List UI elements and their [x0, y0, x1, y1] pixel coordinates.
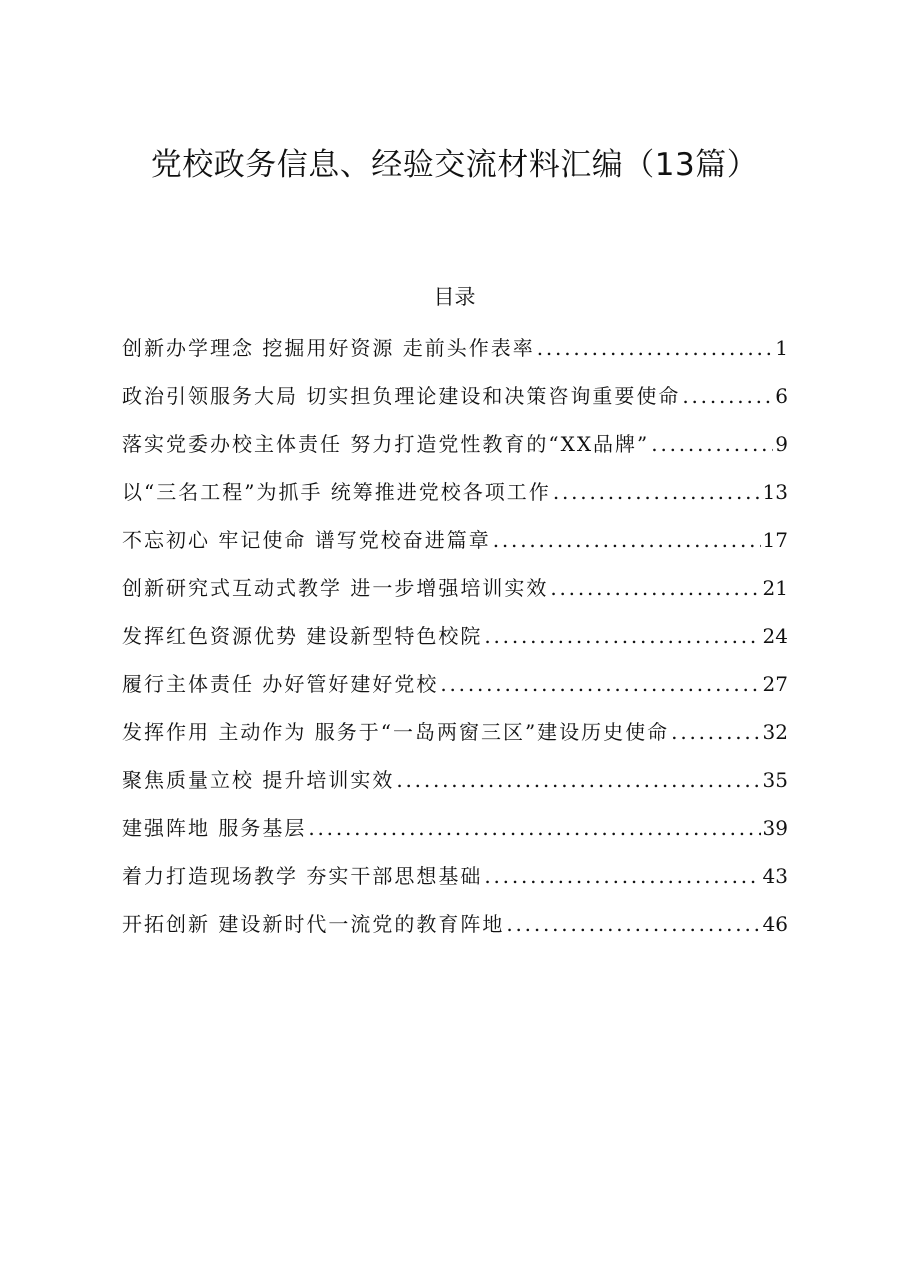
toc-dot-leader [548, 570, 760, 606]
table-of-contents [122, 330, 788, 954]
toc-dot-leader [491, 522, 761, 558]
toc-page-number: 17 [762, 528, 788, 552]
toc-entry-title: 建强阵地 服务基层 [122, 816, 307, 840]
toc-entry[interactable] [122, 858, 788, 906]
toc-entry[interactable] [122, 522, 788, 570]
toc-page-number: 1 [775, 336, 788, 360]
toc-page-number: 35 [762, 768, 788, 792]
toc-dot-leader [551, 474, 761, 510]
toc-entry[interactable] [122, 378, 788, 426]
toc-entry-title: 发挥作用 主动作为 服务于“一岛两窗三区”建设历史使命 [122, 720, 670, 744]
toc-page-number: 39 [762, 816, 788, 840]
toc-page-number: 46 [762, 912, 788, 936]
toc-heading: 目录 [433, 285, 476, 309]
toc-page-number: 43 [762, 864, 788, 888]
toc-entry[interactable] [122, 330, 788, 378]
toc-dot-leader [306, 810, 760, 846]
toc-dot-leader [482, 858, 760, 894]
toc-page-number: 24 [762, 624, 788, 648]
toc-entry-title: 落实党委办校主体责任 努力打造党性教育的“XX品牌” [122, 432, 650, 456]
toc-entry[interactable] [122, 762, 788, 810]
document-title: 党校政务信息、经验交流材料汇编（13篇） [150, 147, 759, 183]
toc-entry-title: 创新研究式互动式教学 进一步增强培训实效 [122, 576, 549, 600]
toc-page-number: 13 [762, 480, 788, 504]
toc-entry[interactable] [122, 810, 788, 858]
toc-page-number: 27 [762, 672, 788, 696]
toc-dot-leader [535, 330, 774, 366]
toc-dot-leader [669, 714, 760, 750]
toc-entry-title: 政治引领服务大局 切实担负理论建设和决策咨询重要使命 [122, 384, 681, 408]
toc-entry-title: 创新办学理念 挖掘用好资源 走前头作表率 [122, 336, 535, 360]
toc-dot-leader [482, 618, 760, 654]
toc-dot-leader [394, 762, 760, 798]
toc-page-number: 6 [775, 384, 788, 408]
toc-entry[interactable] [122, 570, 788, 618]
toc-entry-title: 以“三名工程”为抓手 统筹推进党校各项工作 [122, 480, 551, 504]
toc-entry-title: 不忘初心 牢记使命 谱写党校奋进篇章 [122, 528, 491, 552]
toc-entry[interactable] [122, 714, 788, 762]
toc-entry[interactable] [122, 618, 788, 666]
toc-entry[interactable] [122, 666, 788, 714]
toc-entry-title: 聚焦质量立校 提升培训实效 [122, 768, 395, 792]
toc-page-number: 9 [775, 432, 788, 456]
toc-entry[interactable] [122, 474, 788, 522]
toc-dot-leader [680, 378, 773, 414]
toc-dot-leader [649, 426, 773, 462]
toc-entry-title: 着力打造现场教学 夯实干部思想基础 [122, 864, 483, 888]
toc-dot-leader [438, 666, 760, 702]
toc-entry[interactable] [122, 906, 788, 954]
toc-dot-leader [504, 906, 760, 942]
toc-page-number: 21 [762, 576, 788, 600]
toc-entry-title: 履行主体责任 办好管好建好党校 [122, 672, 439, 696]
toc-entry-title: 发挥红色资源优势 建设新型特色校院 [122, 624, 483, 648]
toc-page-number: 32 [762, 720, 788, 744]
toc-entry-title: 开拓创新 建设新时代一流党的教育阵地 [122, 912, 505, 936]
toc-entry[interactable] [122, 426, 788, 474]
